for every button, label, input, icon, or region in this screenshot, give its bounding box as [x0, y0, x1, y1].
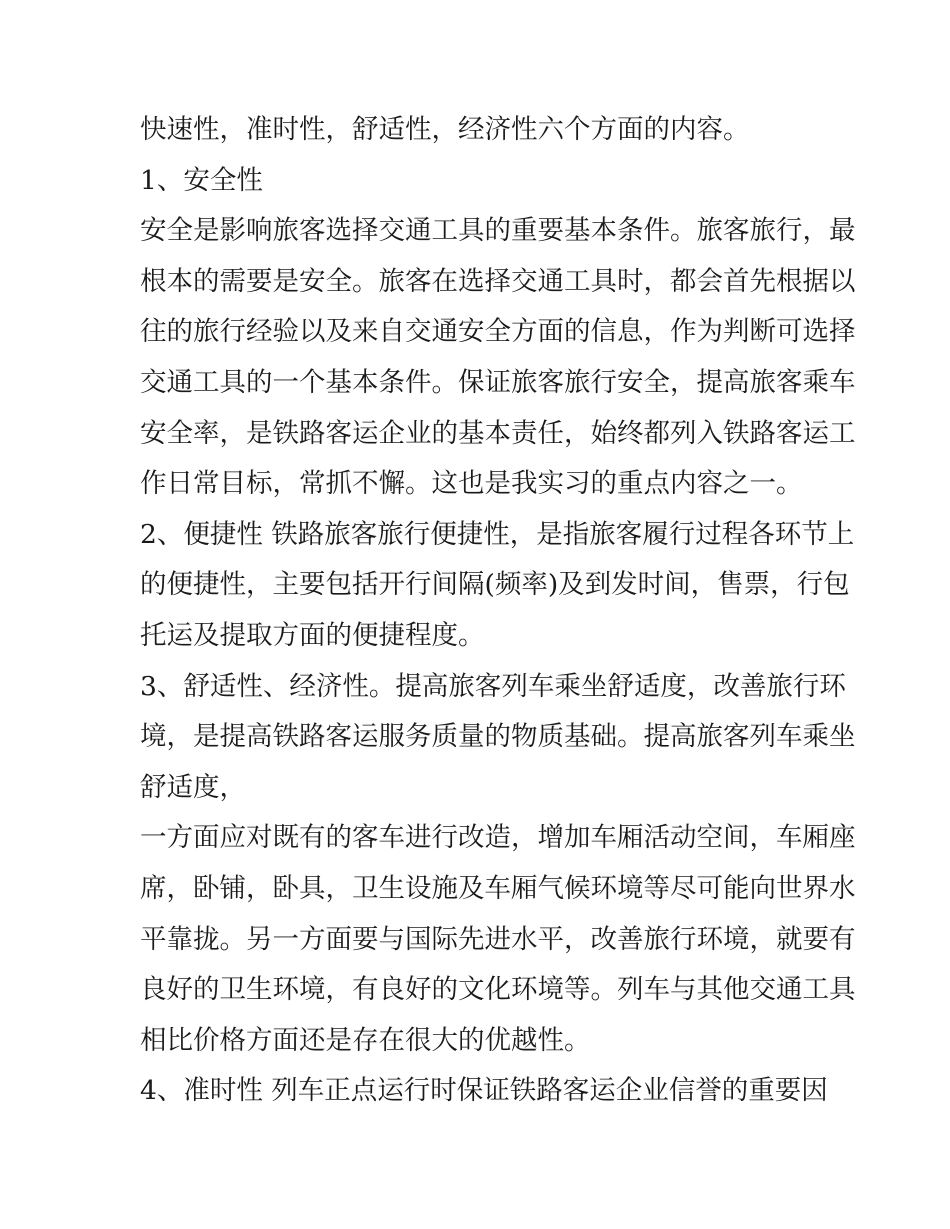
text-line: 快速性，准时性，舒适性，经济性六个方面的内容。 — [140, 114, 750, 145]
text-line: 作日常目标，常抓不懈。这也是我实习的重点内容之一。 — [140, 468, 803, 500]
document-body — [140, 105, 856, 1117]
text-line: 根本的需要是安全。旅客在选择交通工具时，都会首先根据以 — [140, 265, 856, 297]
text-line: 往的旅行经验以及来自交通安全方面的信息，作为判断可选择 — [140, 316, 856, 348]
section-heading-punctuality: 4、准时性 列车正点运行时保证铁路客运企业信誉的重要因 — [140, 1075, 828, 1107]
text-line: 交通工具的一个基本条件。保证旅客旅行安全，提高旅客乘车 — [140, 366, 856, 398]
text-line: 平靠拢。另一方面要与国际先进水平，改善旅行环境，就要有 — [140, 923, 856, 955]
text-line: 安全率，是铁路客运企业的基本责任，始终都列入铁路客运工 — [140, 417, 856, 449]
text-line: 一方面应对既有的客车进行改造，增加车厢活动空间，车厢座 — [140, 822, 856, 854]
section-heading-safety: 1、安全性 — [140, 164, 263, 196]
text-line: 安全是影响旅客选择交通工具的重要基本条件。旅客旅行，最 — [140, 215, 856, 247]
text-line: 托运及提取方面的便捷程度。 — [140, 619, 485, 651]
text-line: 良好的卫生环境，有良好的文化环境等。列车与其他交通工具 — [140, 974, 856, 1006]
text-line: 相比价格方面还是存在很大的优越性。 — [140, 1024, 591, 1056]
section-heading-comfort-economy: 3、舒适性、经济性。提高旅客列车乘坐舒适度，改善旅行环 — [140, 670, 846, 702]
text-line: 席，卧铺，卧具，卫生设施及车厢气候环境等尽可能向世界水 — [140, 872, 856, 904]
section-heading-convenience: 2、便捷性 铁路旅客旅行便捷性，是指旅客履行过程各环节上 — [140, 518, 855, 550]
text-line: 舒适度， — [140, 771, 246, 803]
text-line: 的便捷性，主要包括开行间隔(频率)及到发时间，售票，行包 — [140, 569, 850, 601]
text-line: 境，是提高铁路客运服务质量的物质基础。提高旅客列车乘坐 — [140, 721, 856, 753]
